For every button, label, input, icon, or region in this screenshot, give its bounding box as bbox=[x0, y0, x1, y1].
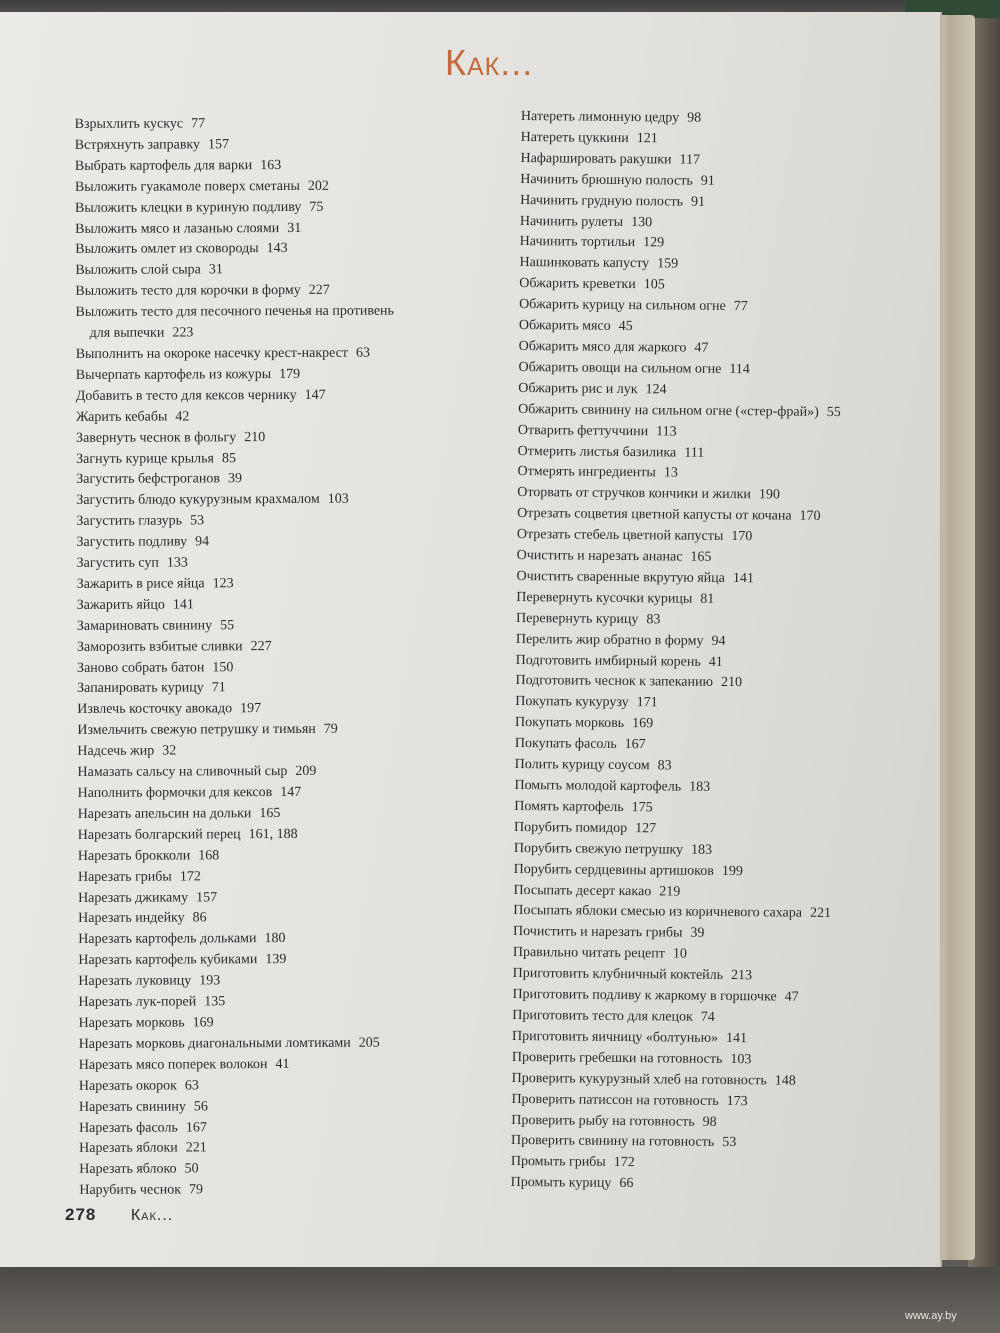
entry-page: 53 bbox=[722, 1135, 737, 1151]
entry-page: 77 bbox=[733, 299, 748, 315]
entry-page: 221 bbox=[185, 1140, 207, 1156]
entry-text: Проверить свинину на готовность bbox=[511, 1133, 715, 1151]
page-number: 278 bbox=[65, 1205, 97, 1224]
entry-text: Загнуть курице крылья bbox=[76, 450, 214, 467]
entry-page: 53 bbox=[190, 513, 205, 529]
entry-text: Посыпать десерт какао bbox=[513, 882, 652, 899]
entry-text: Натереть цуккини bbox=[520, 129, 629, 146]
entry-page: 172 bbox=[613, 1155, 635, 1171]
entry-text: Нарубить чеснок bbox=[79, 1182, 182, 1199]
entry-page: 205 bbox=[358, 1035, 380, 1051]
index-entry bbox=[77, 698, 497, 721]
entry-page: 202 bbox=[307, 178, 329, 194]
entry-text: Нарезать морковь диагональными ломтиками bbox=[78, 1035, 351, 1052]
entry-page: 157 bbox=[207, 137, 230, 153]
entry-text: Нафаршировать ракушки bbox=[520, 150, 672, 168]
entry-text: Приготовить клубничный коктейль bbox=[512, 966, 724, 984]
entry-text-continued bbox=[76, 322, 496, 345]
entry-page: 210 bbox=[720, 675, 743, 691]
entry-text: Нарезать болгарский перец bbox=[77, 827, 241, 843]
index-entry bbox=[78, 991, 498, 1014]
entry-page: 55 bbox=[220, 617, 235, 634]
entry-page: 55 bbox=[826, 404, 841, 420]
entry-page: 209 bbox=[295, 763, 317, 780]
entry-page: 105 bbox=[643, 277, 665, 293]
index-entry bbox=[78, 970, 498, 993]
index-entry bbox=[77, 636, 497, 659]
index-entry bbox=[79, 1054, 499, 1077]
entry-text: Извлечь косточку авокадо bbox=[77, 701, 233, 718]
entry-page: 56 bbox=[193, 1098, 208, 1115]
entry-text: Замариновать свинину bbox=[76, 618, 213, 634]
entry-page: 183 bbox=[689, 779, 711, 795]
entry-page: 41 bbox=[275, 1056, 290, 1072]
entry-text: Выполнить на окороке насечку крест-накрест bbox=[75, 345, 349, 362]
entry-text: Запанировать курицу bbox=[77, 680, 204, 697]
entry-page: 167 bbox=[624, 737, 646, 753]
entry-page: 81 bbox=[700, 591, 715, 607]
entry-text: Жарить кебабы bbox=[75, 409, 168, 425]
entry-text: Проверить гребешки на готовность bbox=[511, 1049, 723, 1067]
entry-text: Отрезать стебель цветной капусты bbox=[516, 527, 724, 545]
entry-text: Вычерпать картофель из кожуры bbox=[75, 366, 272, 383]
entry-text: Нарезать апельсин на дольки bbox=[77, 806, 252, 822]
entry-text: Выложить гуакамоле поверх сметаны bbox=[74, 178, 300, 195]
entry-page: 121 bbox=[636, 131, 658, 147]
entry-page: 71 bbox=[211, 680, 226, 696]
index-entry bbox=[75, 197, 495, 220]
entry-text: Подготовить чеснок к запеканию bbox=[515, 673, 714, 691]
entry-text: Нарезать лук-порей bbox=[78, 994, 197, 1010]
entry-page: 47 bbox=[694, 340, 709, 356]
entry-page: 13 bbox=[663, 465, 678, 481]
index-entry bbox=[75, 259, 495, 282]
index-entry bbox=[79, 1179, 499, 1202]
entry-page: 163 bbox=[260, 157, 282, 173]
index-entry bbox=[75, 301, 495, 345]
entry-page: 171 bbox=[636, 695, 658, 711]
entry-text: Перелить жир обратно в форму bbox=[515, 631, 704, 649]
entry-page: 91 bbox=[700, 173, 715, 189]
index-entry bbox=[75, 239, 495, 262]
entry-text: Отрезать соцветия цветной капусты от кочана bbox=[517, 506, 792, 524]
entry-text: Очистить сваренные вкрутую яйца bbox=[516, 568, 725, 586]
entry-text: Обжарить овощи на сильном огне bbox=[518, 359, 722, 377]
entry-page: 31 bbox=[208, 262, 223, 278]
entry-page: 31 bbox=[287, 220, 302, 236]
index-entry bbox=[77, 740, 497, 763]
entry-text: Надсечь жир bbox=[77, 743, 155, 760]
entry-page: 141 bbox=[732, 570, 754, 587]
entry-text: Нарезать луковицу bbox=[78, 973, 192, 990]
entry-text: Взрыхлить кускус bbox=[74, 116, 184, 132]
entry-text: Зажарить яйцо bbox=[76, 597, 165, 613]
entry-text: Начинить рулеты bbox=[519, 213, 624, 230]
entry-text: Посыпать яблоки смесью из коричневого сахара bbox=[513, 903, 803, 922]
entry-page: 133 bbox=[166, 555, 188, 571]
entry-text: Нарезать свинину bbox=[78, 1099, 186, 1115]
page-footer bbox=[65, 1205, 173, 1225]
entry-page: 161, 188 bbox=[248, 826, 298, 842]
page-title: Как... bbox=[445, 42, 534, 83]
entry-page: 41 bbox=[708, 654, 723, 670]
entry-text: Нарезать фасоль bbox=[79, 1119, 178, 1136]
entry-text: Нарезать грибы bbox=[77, 869, 172, 885]
entry-page: 63 bbox=[355, 345, 371, 361]
entry-page: 147 bbox=[280, 784, 302, 801]
entry-page: 167 bbox=[185, 1119, 207, 1135]
entry-page: 227 bbox=[250, 638, 272, 654]
entry-text: Обжарить рис и лук bbox=[518, 380, 638, 397]
entry-text: Обжарить мясо для жаркого bbox=[518, 338, 687, 356]
index-entry bbox=[78, 845, 498, 868]
entry-text: Выбрать картофель для варки bbox=[74, 157, 253, 174]
entry-page: 32 bbox=[162, 743, 177, 759]
entry-page: 114 bbox=[729, 361, 750, 378]
entry-page: 147 bbox=[304, 387, 326, 403]
entry-text: Обжарить свинину на сильном огне («стер-фрай») bbox=[518, 401, 819, 420]
entry-text: Проверить кукурузный хлеб на готовность bbox=[511, 1070, 767, 1089]
index-entry bbox=[76, 385, 496, 408]
entry-text: Правильно читать рецепт bbox=[512, 945, 665, 962]
entry-page: 139 bbox=[265, 952, 287, 968]
entry-text: Выложить клецки в куриную подливу bbox=[75, 199, 302, 216]
entry-text: Наполнить формочки для кексов bbox=[77, 785, 273, 801]
entry-page: 77 bbox=[191, 116, 206, 132]
index-entry bbox=[75, 113, 495, 136]
entry-page: 219 bbox=[659, 883, 681, 900]
entry-text: Приготовить подливу к жаркому в горшочке bbox=[512, 987, 777, 1005]
entry-page: 173 bbox=[726, 1093, 748, 1109]
index-entry bbox=[78, 949, 498, 972]
entry-text: Порубить помидор bbox=[514, 819, 628, 836]
entry-text: Проверить рыбу на готовность bbox=[511, 1112, 695, 1130]
entry-text: Очистить и нарезать ананас bbox=[516, 548, 683, 565]
entry-page: 159 bbox=[657, 256, 679, 272]
index-entry bbox=[75, 134, 495, 157]
entry-text: Приготовить тесто для клецок bbox=[512, 1007, 693, 1025]
index-entry bbox=[76, 406, 496, 429]
entry-page: 86 bbox=[192, 910, 207, 926]
entry-text: Загустить глазурь bbox=[76, 513, 183, 530]
entry-text: Промыть грибы bbox=[510, 1154, 606, 1171]
entry-page: 157 bbox=[196, 889, 218, 905]
index-entry bbox=[76, 510, 496, 533]
entry-text: Встряхнуть заправку bbox=[74, 137, 201, 153]
entry-text: Проверить патиссон на готовность bbox=[511, 1091, 719, 1109]
entry-text: Нарезать картофель кубиками bbox=[78, 952, 258, 969]
entry-text: Перевернуть кусочки курицы bbox=[516, 589, 693, 607]
index-entry bbox=[75, 176, 495, 199]
entry-text: Выложить слой сыра bbox=[75, 262, 201, 279]
index-entry bbox=[76, 343, 496, 366]
index-entry bbox=[79, 1096, 499, 1119]
entry-text: Нарезать яблоки bbox=[79, 1140, 178, 1157]
index-entry bbox=[77, 573, 497, 596]
entry-page: 199 bbox=[721, 863, 743, 879]
index-entry bbox=[77, 552, 497, 575]
entry-text: Полить курицу соусом bbox=[514, 757, 650, 774]
entry-page: 94 bbox=[711, 633, 726, 649]
entry-text: Отмерить листья базилика bbox=[517, 443, 677, 461]
index-entry bbox=[76, 448, 496, 471]
entry-page: 113 bbox=[656, 423, 677, 440]
entry-page: 165 bbox=[259, 805, 281, 822]
index-entry bbox=[76, 531, 496, 554]
book-page bbox=[0, 12, 942, 1267]
entry-page: 223 bbox=[172, 325, 194, 341]
entry-page: 210 bbox=[244, 429, 266, 445]
entry-page: 47 bbox=[784, 989, 799, 1005]
entry-text: Нарезать яблоко bbox=[79, 1161, 177, 1178]
entry-text: Порубить свежую петрушку bbox=[513, 840, 684, 858]
entry-text: Покупать кукурузу bbox=[515, 694, 629, 711]
entry-page: 168 bbox=[198, 848, 220, 864]
entry-text: Почистить и нарезать грибы bbox=[513, 924, 683, 941]
index-entry bbox=[78, 928, 498, 951]
index-entry bbox=[78, 824, 498, 847]
entry-page: 66 bbox=[619, 1176, 634, 1192]
entry-page: 183 bbox=[690, 842, 713, 858]
index-entry bbox=[77, 594, 497, 617]
entry-page: 170 bbox=[731, 529, 753, 545]
entry-page: 83 bbox=[646, 611, 661, 628]
entry-text: Зажарить в рисе яйца bbox=[76, 576, 205, 592]
entry-text: Покупать морковь bbox=[515, 715, 625, 732]
entry-page: 143 bbox=[266, 241, 288, 257]
entry-text: Добавить в тесто для кексов чернику bbox=[75, 387, 297, 404]
entry-page: 172 bbox=[179, 869, 201, 885]
entry-page: 127 bbox=[635, 820, 657, 837]
entry-text: Начинить брюшную полость bbox=[520, 171, 693, 189]
index-entry bbox=[511, 1173, 906, 1198]
entry-page: 193 bbox=[199, 973, 221, 989]
index-entry bbox=[78, 908, 498, 931]
entry-page: 221 bbox=[809, 906, 832, 922]
entry-text: Помять картофель bbox=[514, 798, 624, 815]
entry-text: Заново собрать батон bbox=[77, 659, 205, 676]
entry-page: 170 bbox=[799, 508, 821, 525]
entry-page: 165 bbox=[690, 549, 712, 565]
entry-page: 150 bbox=[212, 659, 234, 675]
entry-page: 63 bbox=[184, 1078, 199, 1094]
entry-text: Нарезать брокколи bbox=[77, 848, 191, 864]
entry-text: Загустить суп bbox=[76, 555, 159, 571]
background-bottom bbox=[0, 1267, 1000, 1333]
entry-text: Намазать сальсу на сливочный сыр bbox=[77, 764, 288, 781]
entry-text: Нарезать морковь bbox=[78, 1015, 185, 1031]
index-entry bbox=[79, 1137, 499, 1160]
entry-page: 227 bbox=[308, 283, 330, 299]
entry-page: 141 bbox=[725, 1030, 748, 1047]
index-entry bbox=[78, 803, 498, 826]
entry-text: Нарезать джикаму bbox=[78, 889, 189, 906]
entry-text: Начинить тортильи bbox=[519, 234, 636, 251]
entry-page: 180 bbox=[264, 931, 286, 947]
entry-page: 50 bbox=[184, 1161, 199, 1177]
entry-text: Перевернуть курицу bbox=[516, 610, 639, 627]
index-entry bbox=[75, 280, 495, 303]
index-entry bbox=[76, 489, 496, 512]
entry-page: 175 bbox=[631, 800, 653, 816]
entry-page: 190 bbox=[758, 487, 781, 503]
entry-text: Загустить блюдо кукурузным крахмалом bbox=[76, 492, 320, 509]
entry-text: Приготовить яичницу «болтунью» bbox=[512, 1028, 719, 1046]
entry-text: Завернуть чеснок в фольгу bbox=[76, 429, 237, 446]
entry-page: 169 bbox=[632, 716, 654, 732]
index-entry bbox=[77, 761, 497, 784]
index-column-left bbox=[75, 113, 500, 1202]
entry-text: Нарезать индейку bbox=[78, 910, 185, 927]
entry-text: Обжарить креветки bbox=[519, 276, 636, 293]
entry-text: Нарезать окорок bbox=[78, 1078, 177, 1094]
index-entry bbox=[77, 615, 497, 638]
entry-text: Отварить феттуччини bbox=[517, 422, 649, 439]
index-entry bbox=[77, 719, 497, 742]
watermark: www.ay.by bbox=[905, 1310, 957, 1322]
entry-text: Нашинковать капусту bbox=[519, 255, 650, 272]
index-entry bbox=[76, 468, 496, 491]
entry-text: Промыть курицу bbox=[510, 1175, 612, 1192]
index-entry bbox=[78, 782, 498, 805]
entry-page: 117 bbox=[679, 152, 701, 168]
entry-text: Порубить сердцевины артишоков bbox=[513, 861, 714, 879]
entry-text: Покупать фасоль bbox=[514, 736, 617, 753]
entry-page: 141 bbox=[172, 597, 194, 613]
index-entry bbox=[75, 155, 495, 178]
entry-page: 98 bbox=[702, 1114, 717, 1130]
entry-text: Начинить грудную полость bbox=[520, 192, 684, 210]
entry-page: 39 bbox=[690, 926, 705, 942]
entry-text: Отмерять ингредиенты bbox=[517, 464, 656, 481]
index-entry bbox=[79, 1158, 499, 1181]
entry-text: Выложить мясо и лазанью слоями bbox=[75, 220, 280, 237]
entry-page: 39 bbox=[227, 471, 243, 487]
entry-page: 103 bbox=[327, 492, 349, 508]
entry-page: 83 bbox=[657, 758, 672, 774]
entry-text: Нарезать картофель дольками bbox=[78, 931, 257, 948]
entry-page: 42 bbox=[175, 409, 190, 425]
entry-text: Загустить бефстроганов bbox=[76, 471, 221, 488]
entry-page: 197 bbox=[240, 701, 262, 717]
entry-page: 75 bbox=[309, 199, 324, 215]
entry-text: Выложить тесто для корочки в форму bbox=[75, 283, 301, 300]
footer-title: Как... bbox=[130, 1207, 174, 1224]
entry-text-continuation: для выпечки bbox=[89, 325, 165, 341]
entry-text: Оторвать от стручков кончики и жилки bbox=[517, 485, 752, 503]
index-entry bbox=[77, 678, 497, 701]
entry-page: 169 bbox=[192, 1015, 214, 1031]
entry-text: Выложить омлет из сковороды bbox=[75, 241, 259, 258]
entry-page: 74 bbox=[700, 1009, 715, 1025]
entry-text: Помыть молодой картофель bbox=[514, 777, 682, 795]
index-entry bbox=[79, 1075, 499, 1098]
entry-page: 79 bbox=[188, 1182, 204, 1198]
entry-text: Обжарить мясо bbox=[518, 318, 611, 334]
entry-text: Подготовить имбирный корень bbox=[515, 652, 701, 670]
entry-page: 85 bbox=[221, 450, 236, 466]
entry-text: Измельчить свежую петрушку и тимьян bbox=[77, 722, 316, 739]
entry-page: 91 bbox=[690, 194, 706, 210]
entry-page: 213 bbox=[731, 968, 753, 984]
index-entry bbox=[79, 1033, 499, 1056]
entry-page: 111 bbox=[684, 445, 705, 461]
entry-text: Заморозить взбитые сливки bbox=[76, 638, 243, 655]
index-entry bbox=[79, 1117, 499, 1140]
entry-page: 94 bbox=[195, 534, 210, 550]
index-column-right bbox=[511, 107, 916, 1198]
entry-page: 98 bbox=[687, 110, 702, 126]
entry-page: 123 bbox=[212, 576, 234, 592]
entry-page: 10 bbox=[672, 946, 687, 962]
entry-page: 45 bbox=[618, 319, 633, 335]
entry-page: 129 bbox=[643, 235, 665, 251]
entry-text: Нарезать мясо поперек волокон bbox=[78, 1056, 268, 1073]
entry-text: Загустить подливу bbox=[76, 534, 188, 551]
entry-text: Выложить тесто для песочного печенья на противень bbox=[75, 303, 394, 321]
entry-page: 179 bbox=[279, 366, 301, 382]
index-entry bbox=[78, 866, 498, 889]
index-entry bbox=[75, 218, 495, 241]
index-entry bbox=[76, 427, 496, 450]
entry-text: Обжарить курицу на сильном огне bbox=[519, 297, 726, 315]
entry-page: 135 bbox=[204, 994, 226, 1010]
index-entry bbox=[77, 657, 497, 680]
index-entry bbox=[76, 364, 496, 387]
entry-page: 124 bbox=[645, 381, 667, 398]
entry-page: 79 bbox=[323, 722, 338, 738]
entry-text: Натереть лимонную цедру bbox=[520, 108, 680, 126]
index-entry bbox=[78, 887, 498, 910]
entry-page: 103 bbox=[730, 1051, 752, 1068]
entry-page: 148 bbox=[774, 1073, 796, 1089]
entry-page: 130 bbox=[631, 214, 653, 230]
index-entry bbox=[79, 1012, 499, 1035]
